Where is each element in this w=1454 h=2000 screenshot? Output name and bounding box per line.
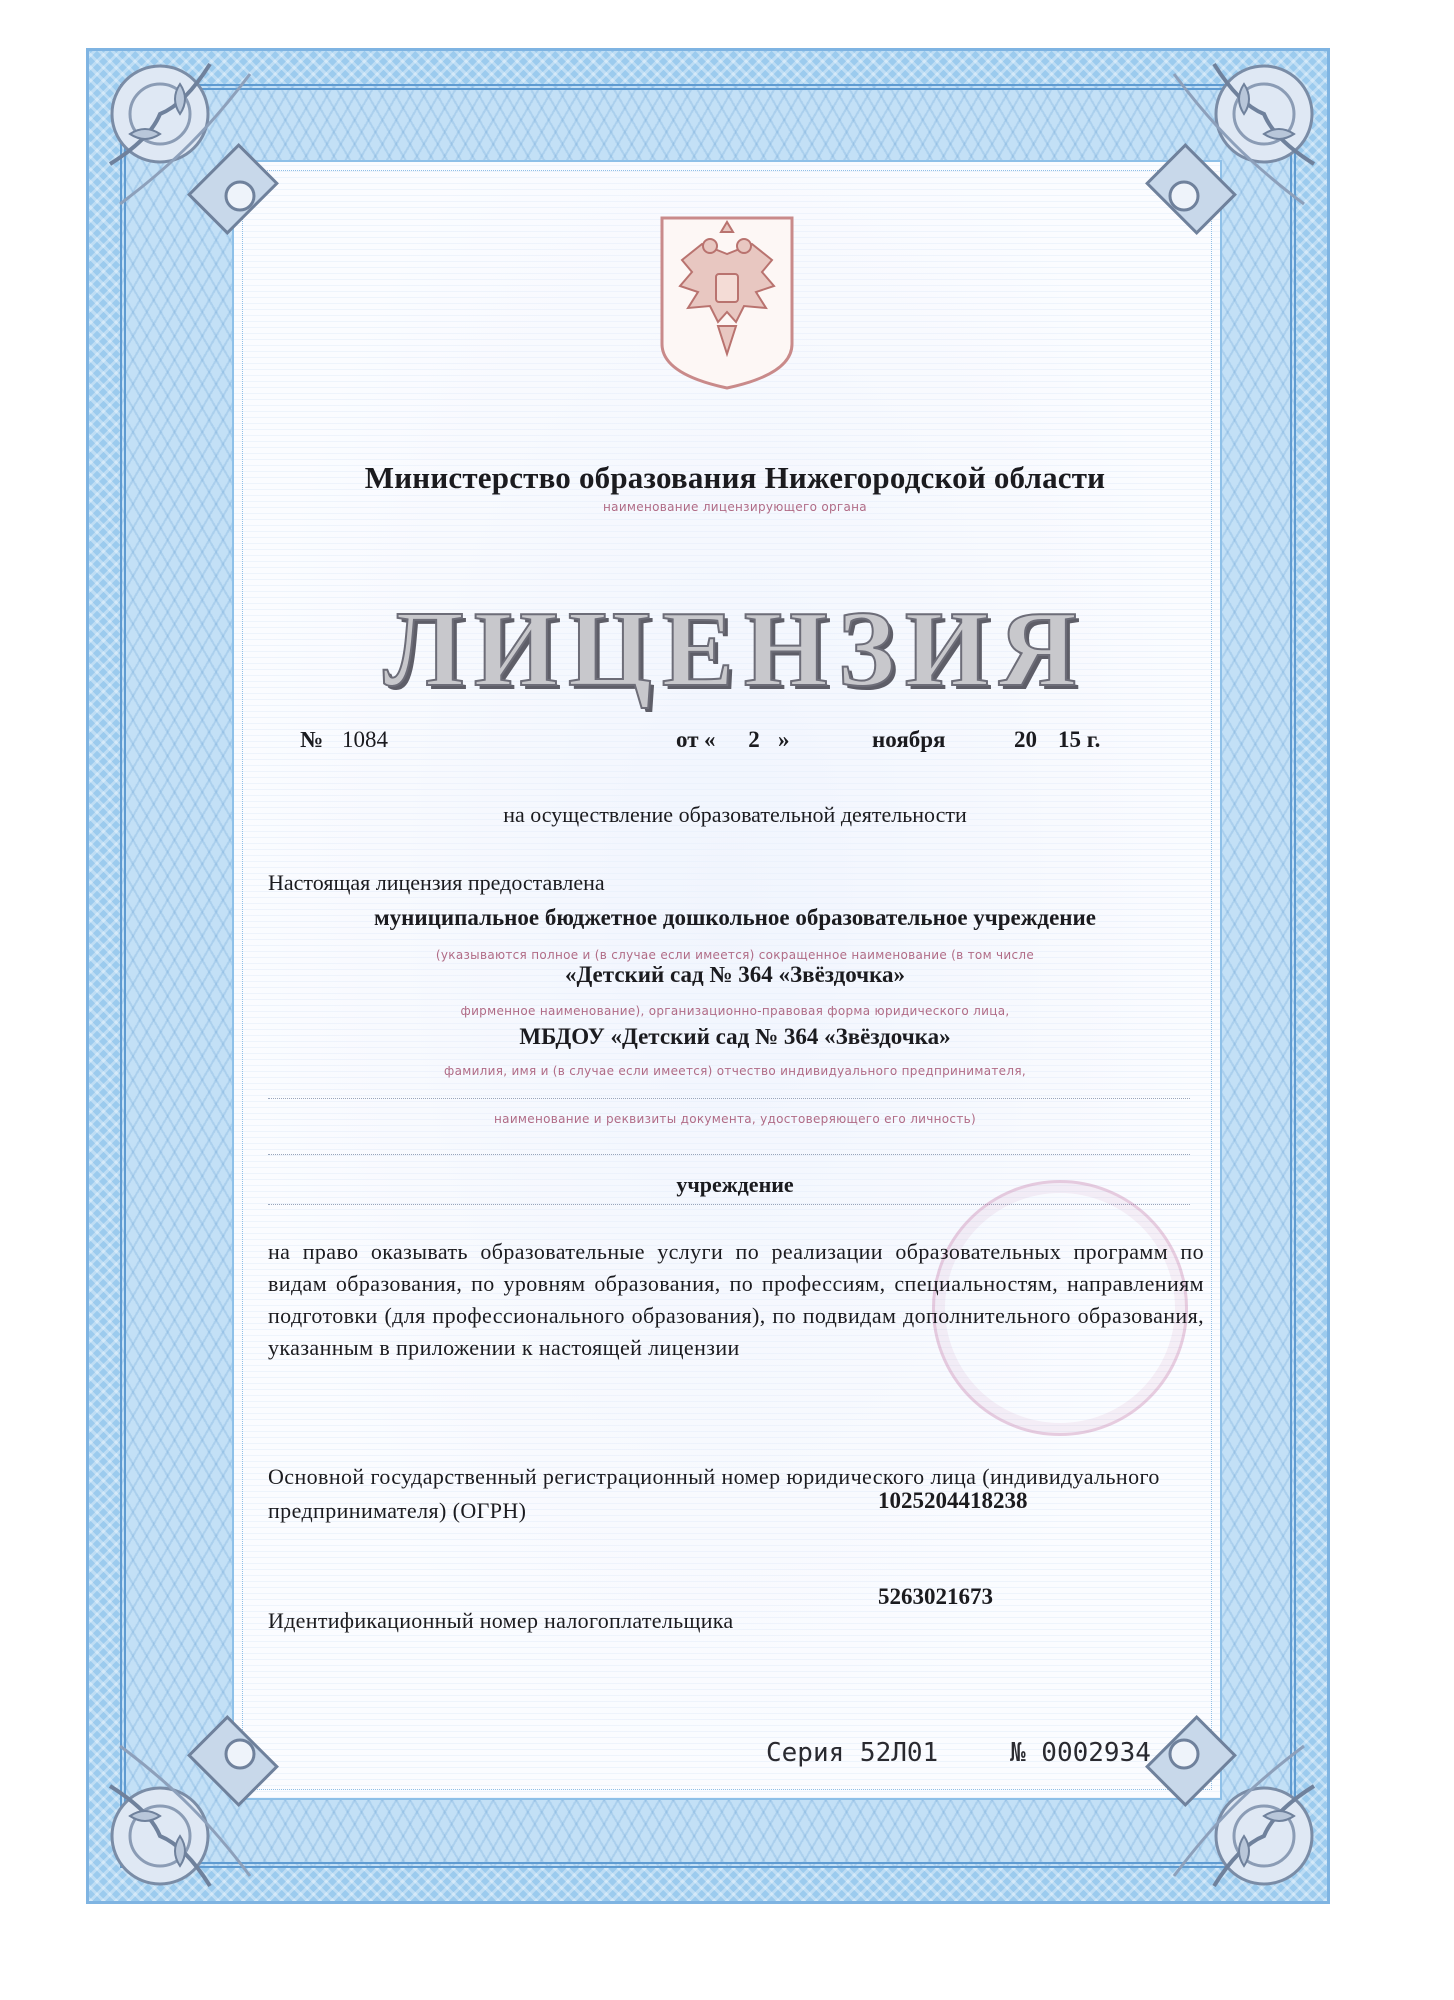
coat-of-arms-icon — [658, 214, 796, 392]
date-quote-close: » — [778, 727, 790, 752]
corner-ornament-icon — [90, 1706, 290, 1906]
organization-form: учреждение — [676, 1172, 794, 1197]
rights-paragraph: на право оказывать образовательные услуги по реализации образовательных программ по видам образования, по уровням образования, по профессиям, специальностям, направлениям подготовки (для профессионального образования), по подвидам дополнительного образования, указанным в приложении к настоящей лицензии — [268, 1239, 1204, 1360]
ministry-caption: наименование лицензирующего органа — [603, 500, 867, 514]
license-month: ноября — [872, 727, 946, 752]
caption-line-4: наименование и реквизиты документа, удостоверяющего его личность) — [494, 1112, 976, 1126]
date-quote-open: « — [704, 727, 716, 752]
ogrn-label: Основной государственный регистрационный номер юридического лица (индивидуального предпринимателя) (ОГРН) — [268, 1464, 1160, 1523]
corner-ornament-icon — [1134, 44, 1334, 244]
caption-line-2: фирменное наименование), организационно-правовая форма юридического лица, — [460, 1004, 1010, 1018]
license-purpose: на осуществление образовательной деятельности — [503, 802, 967, 827]
organization-name: «Детский сад № 364 «Звёздочка» — [564, 962, 906, 987]
date-from-label: от — [676, 727, 699, 752]
license-day: 2 — [748, 727, 760, 752]
year-prefix: 20 — [1014, 727, 1037, 752]
corner-ornament-icon — [90, 44, 290, 244]
blank-series: Серия 52Л01 — [766, 1738, 939, 1768]
document-title: ЛИЦЕНЗИЯ — [383, 590, 1087, 709]
caption-line-1: (указываются полное и (в случае если имеется) сокращенное наименование (в том числе — [435, 948, 1035, 962]
inn-label: Идентификационный номер налогоплательщика — [268, 1608, 734, 1633]
ogrn-value: 1025204418238 — [878, 1488, 1028, 1513]
divider-line — [268, 1154, 1190, 1155]
caption-line-3: фамилия, имя и (в случае если имеется) отчество индивидуального предпринимателя, — [444, 1064, 1026, 1078]
organization-full-name: муниципальное бюджетное дошкольное образовательное учреждение — [373, 905, 1096, 930]
ministry-name: Министерство образования Нижегородской области — [364, 460, 1106, 495]
granted-to-label: Настоящая лицензия предоставлена — [268, 870, 605, 895]
inn-value: 5263021673 — [878, 1584, 993, 1609]
organization-short-name: МБДОУ «Детский сад № 364 «Звёздочка» — [519, 1024, 951, 1049]
corner-ornament-icon — [1134, 1706, 1334, 1906]
blank-serial-number: № 0002934 — [1010, 1738, 1151, 1768]
license-number: 1084 — [342, 727, 388, 752]
year-suffix: 15 г. — [1058, 727, 1101, 752]
number-label: № — [300, 727, 324, 752]
divider-line — [268, 1098, 1190, 1099]
